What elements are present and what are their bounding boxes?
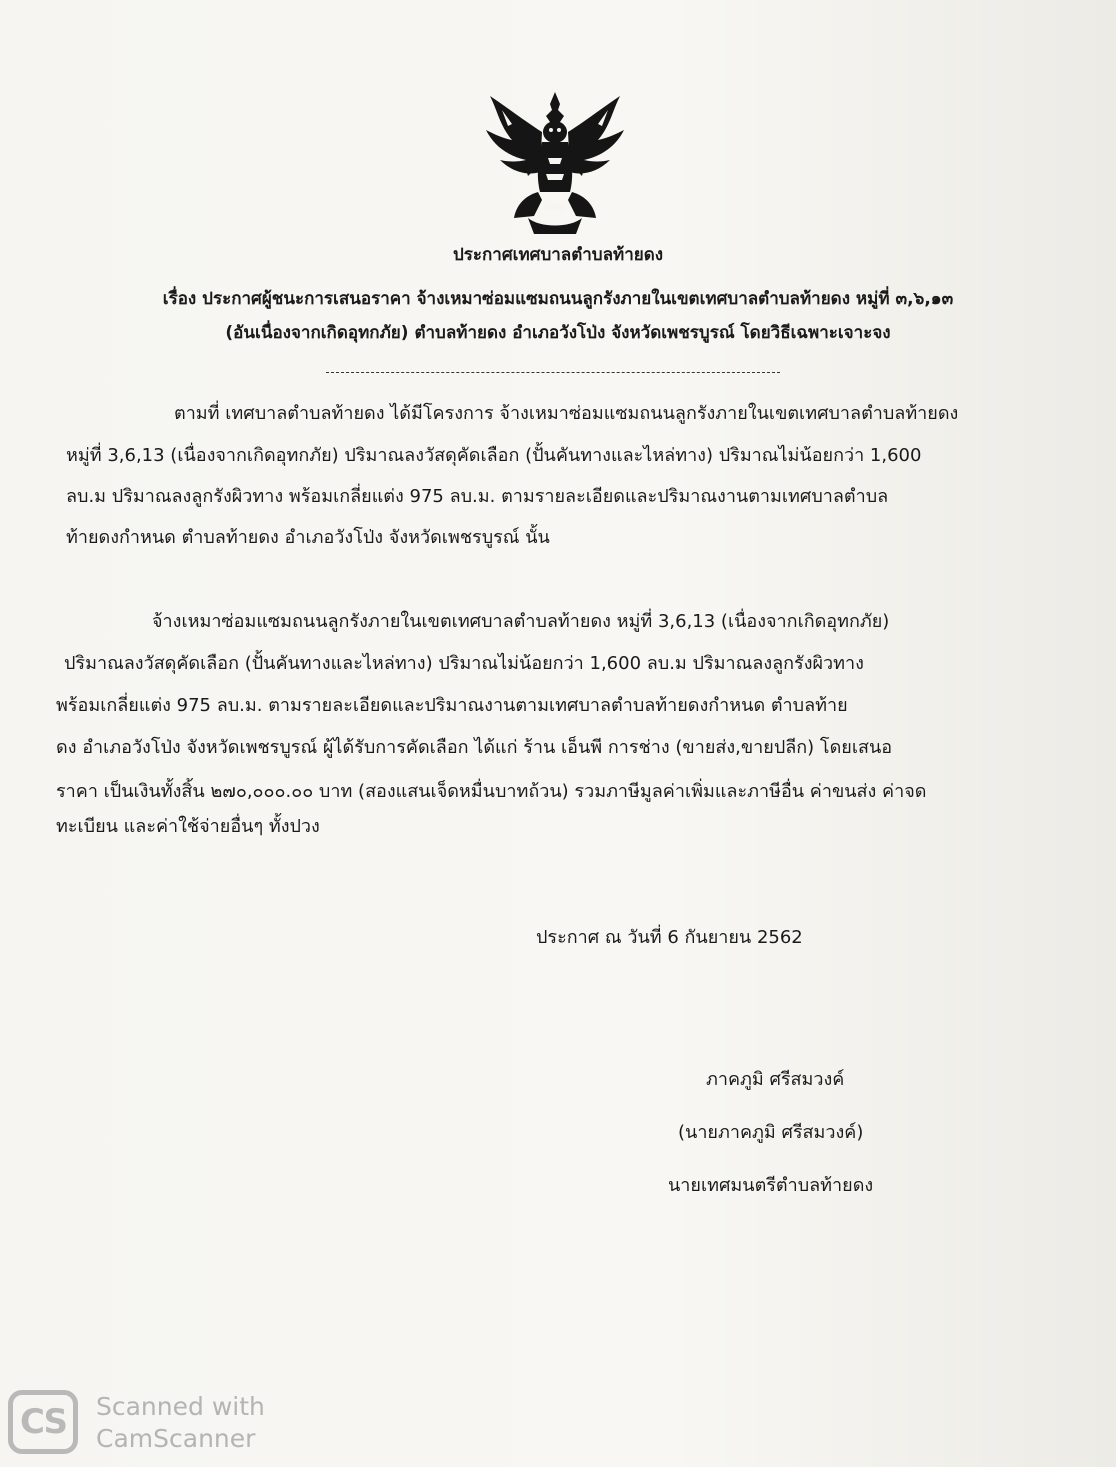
paragraph-line: ดง อำเภอวังโป่ง จังหวัดเพชรบูรณ์ ผู้ได้รับการคัดเลือก ได้แก่ ร้าน เอ็นพี การช่าง (ขายส่ง,ขายปลีก) โดยเสนอ <box>56 737 893 758</box>
title-divider <box>326 372 780 373</box>
paragraph-line: จ้างเหมาซ่อมแซมถนนลูกรังภายในเขตเทศบาลตำบลท้ายดง หมู่ที่ 3,6,13 (เนื่องจากเกิดอุทกภัย) <box>152 611 890 632</box>
signer-position: นายเทศมนตรีตำบลท้ายดง <box>668 1175 874 1196</box>
paragraph-line: ทะเบียน และค่าใช้จ่ายอื่นๆ ทั้งปวง <box>56 816 320 837</box>
paragraph-line: ปริมาณลงวัสดุคัดเลือก (ปั้นคันทางและไหล่ทาง) ปริมาณไม่น้อยกว่า 1,600 ลบ.ม ปริมาณลงลูกรังผิวทาง <box>64 653 864 674</box>
camscanner-logo-icon: CS <box>8 1390 78 1454</box>
document-org-title: ประกาศเทศบาลตำบลท้ายดง <box>452 245 664 265</box>
paragraph-line: พร้อมเกลี่ยแต่ง 975 ลบ.ม. ตามรายละเอียดและปริมาณงานตามเทศบาลตำบลท้ายดงกำหนด ตำบลท้าย <box>56 695 848 716</box>
paragraph-line: ลบ.ม ปริมาณลงลูกรังผิวทาง พร้อมเกลี่ยแต่ง 975 ลบ.ม. ตามรายละเอียดและปริมาณงานตามเทศบาลตำบล <box>66 486 889 507</box>
announce-date: ประกาศ ณ วันที่ 6 กันยายน 2562 <box>536 927 803 948</box>
paragraph-line: ท้ายดงกำหนด ตำบลท้ายดง อำเภอวังโป่ง จังหวัดเพชรบูรณ์ นั้น <box>66 527 550 548</box>
paragraph-line: ตามที่ เทศบาลตำบลท้ายดง ได้มีโครงการ จ้างเหมาซ่อมแซมถนนลูกรังภายในเขตเทศบาลตำบลท้ายดง <box>174 403 959 424</box>
signature-name: ภาคภูมิ ศรีสมวงค์ <box>706 1069 845 1090</box>
garuda-emblem-icon <box>478 88 632 236</box>
document-subject-line-1: เรื่อง ประกาศผู้ชนะการเสนอราคา จ้างเหมาซ่อมแซมถนนลูกรังภายในเขตเทศบาลตำบลท้ายดง หมู่ที่ ๓,๖,๑๓ <box>162 289 954 309</box>
paragraph-line: ราคา เป็นเงินทั้งสิ้น ๒๗๐,๐๐๐.๐๐ บาท (สองแสนเจ็ดหมื่นบาทถ้วน) รวมภาษีมูลค่าเพิ่มและภาษีอื่น ค่าขนส่ง ค่าจด <box>56 781 927 802</box>
watermark-line-1: Scanned with <box>96 1392 265 1421</box>
watermark-line-2: CamScanner <box>96 1424 256 1453</box>
camscanner-watermark <box>8 1390 298 1456</box>
paragraph-line: หมู่ที่ 3,6,13 (เนื่องจากเกิดอุทกภัย) ปริมาณลงวัสดุคัดเลือก (ปั้นคันทางและไหล่ทาง) ปริมาณไม่น้อยกว่า 1,600 <box>66 445 922 466</box>
document-subject-line-2: (อันเนื่องจากเกิดอุทกภัย) ตำบลท้ายดง อำเภอวังโป่ง จังหวัดเพชรบูรณ์ โดยวิธีเฉพาะเจาะจง <box>225 323 891 343</box>
signer-full-name: (นายภาคภูมิ ศรีสมวงค์) <box>678 1122 864 1143</box>
